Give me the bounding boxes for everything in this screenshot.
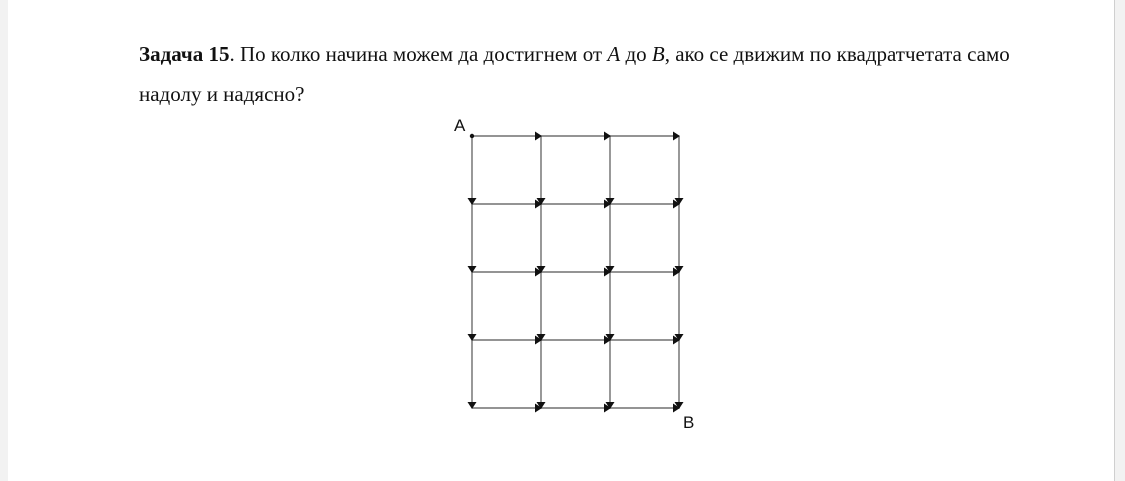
label-b: B <box>683 413 695 432</box>
grid-lines <box>472 136 679 408</box>
grid-diagram <box>8 0 1114 481</box>
problem-text-part-2: до <box>620 42 652 66</box>
problem-label: Задача 15 <box>139 42 230 66</box>
label-a: A <box>454 116 466 135</box>
point-a-ref: A <box>607 42 621 66</box>
start-point-dot <box>470 134 474 138</box>
problem-text-part-3: , ако се движим по квадратчетата само надолу и надясно? <box>139 42 1010 106</box>
problem-text-part-1: . По колко начина можем да достигнем от <box>229 42 608 66</box>
point-b-ref: B <box>651 42 665 66</box>
document-page <box>8 0 1115 481</box>
